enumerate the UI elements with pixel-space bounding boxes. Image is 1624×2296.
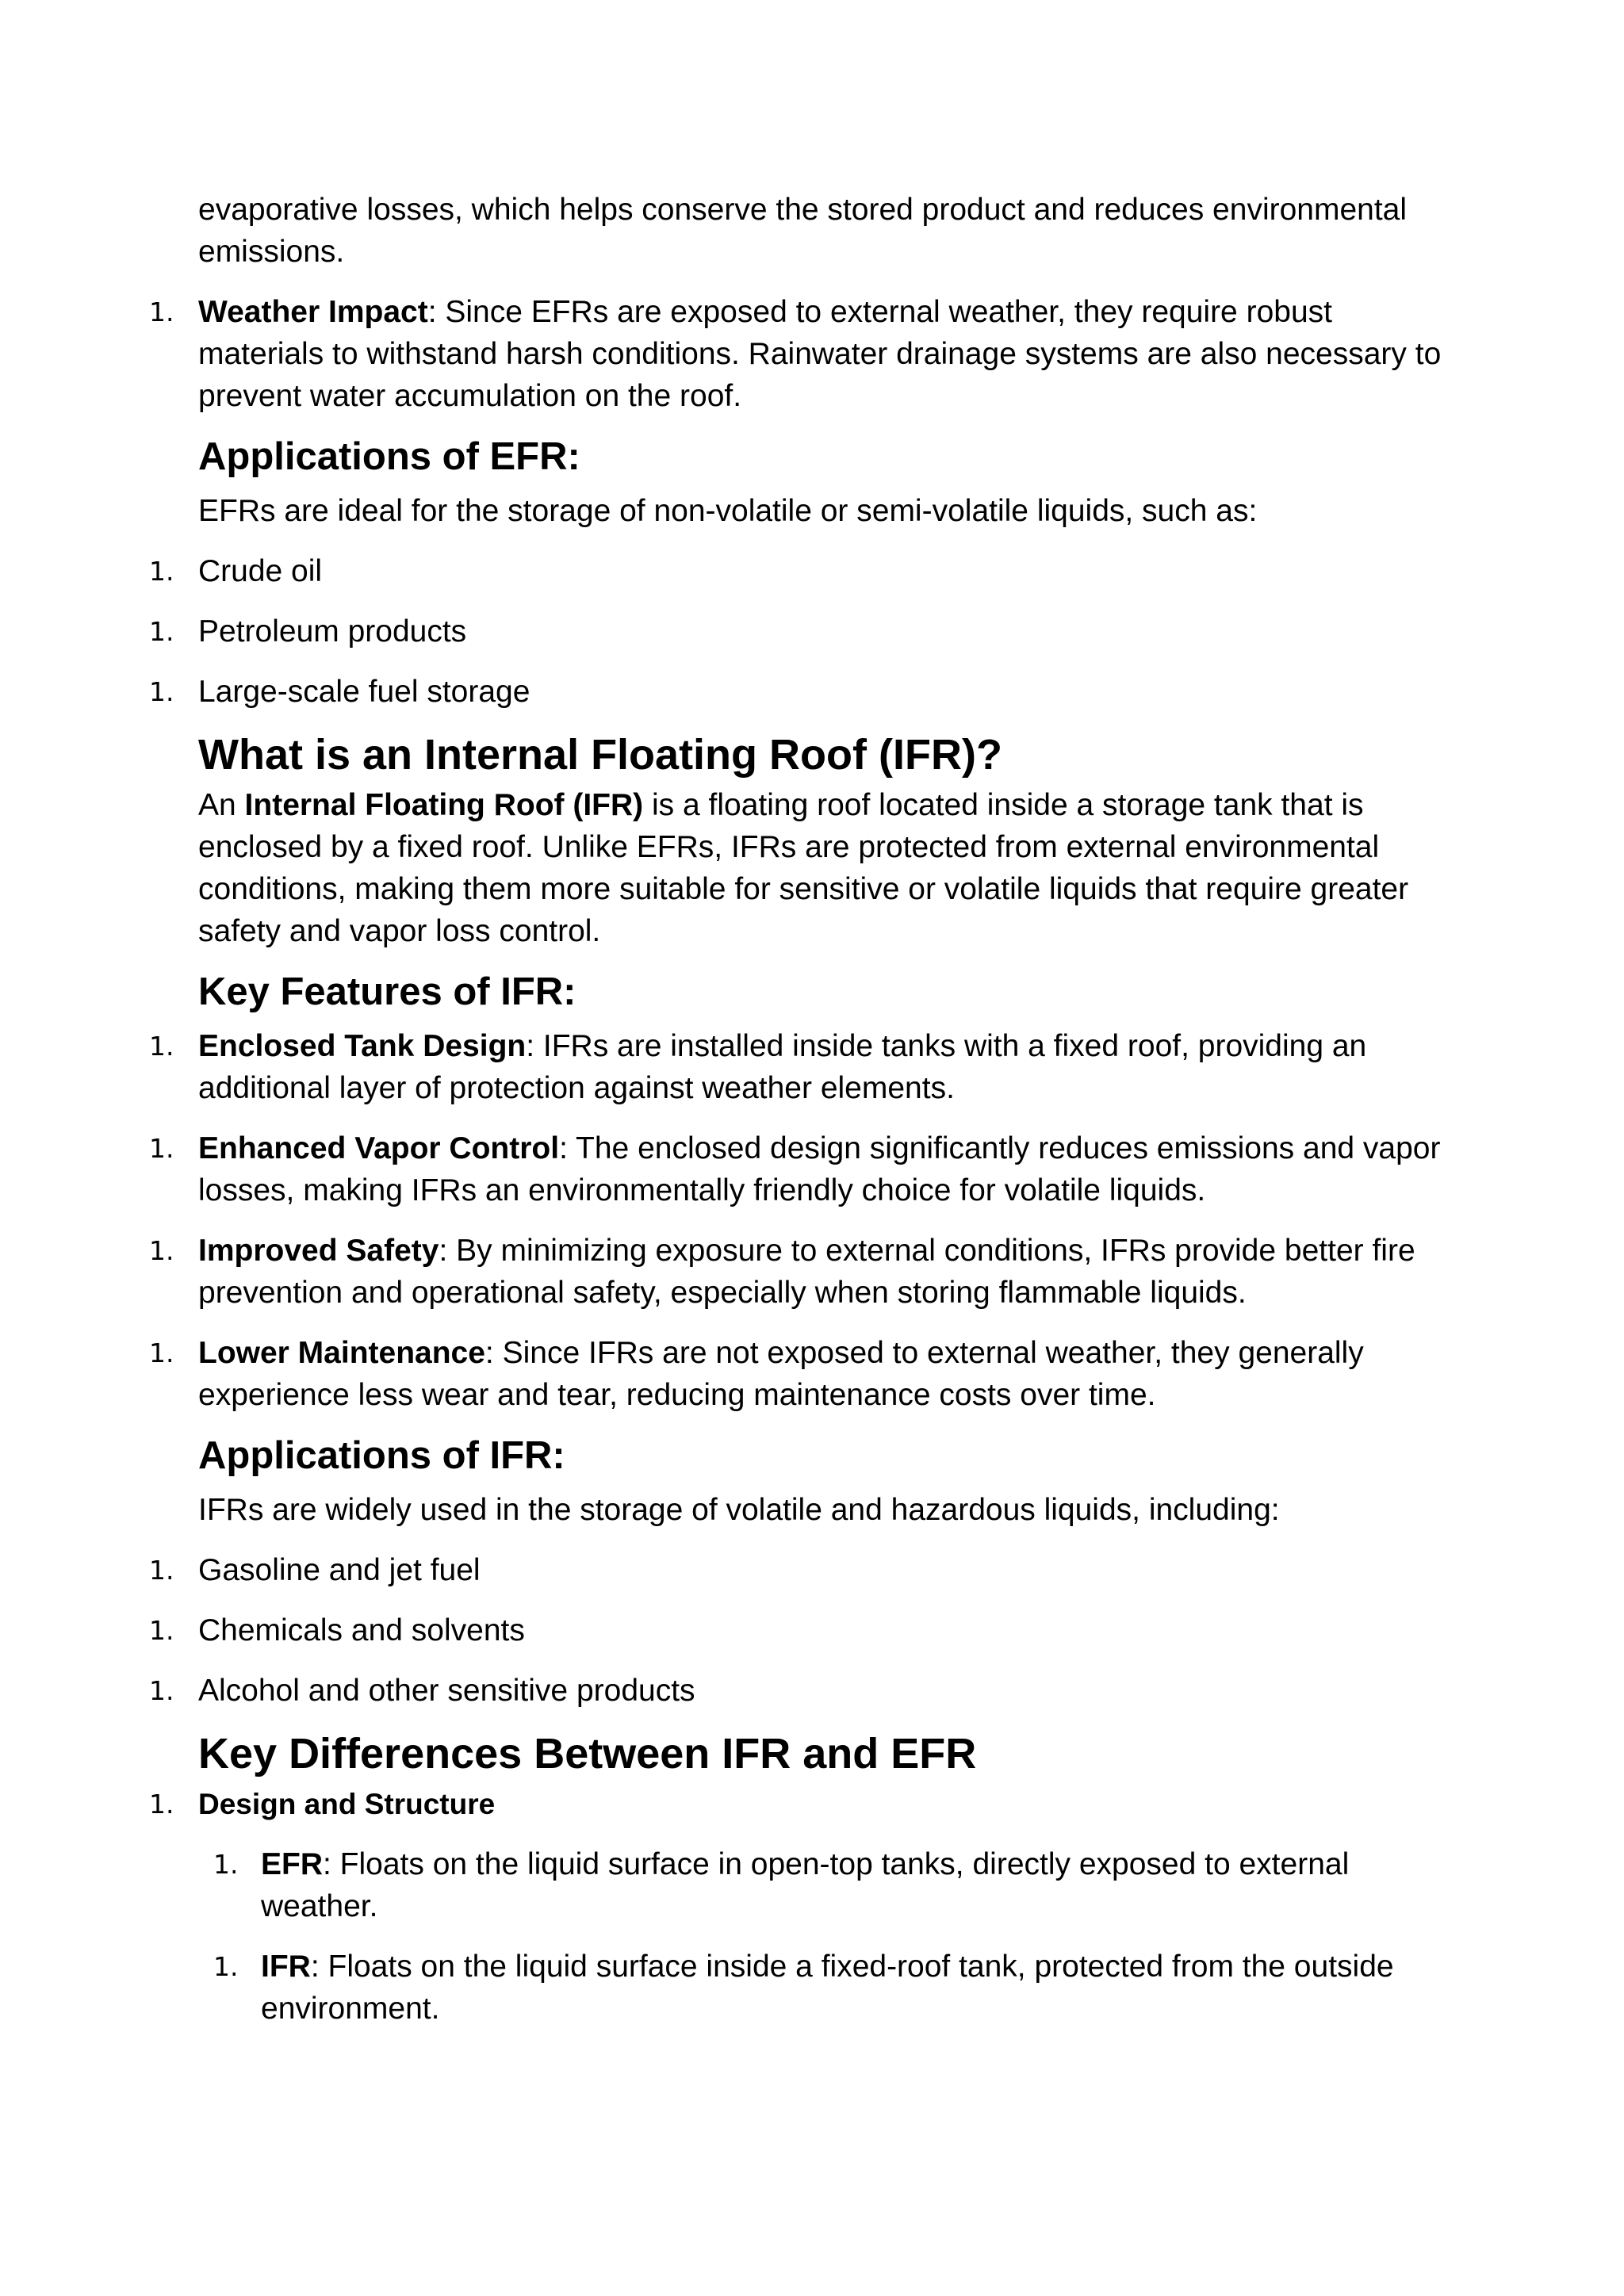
item-text: Petroleum products xyxy=(198,614,467,649)
list-item-lower-maintenance xyxy=(149,1332,1443,1416)
heading-what-is-ifr: What is an Internal Floating Roof (IFR)? xyxy=(198,731,1002,779)
list-number: 1. xyxy=(149,1615,174,1646)
item-text: Gasoline and jet fuel xyxy=(198,1553,481,1587)
list-item xyxy=(149,1609,1443,1651)
list-item xyxy=(149,671,1443,713)
item-text: Chemicals and solvents xyxy=(198,1613,525,1647)
list-number: 1. xyxy=(149,1555,174,1586)
list-number: 1. xyxy=(149,556,174,587)
sublist-item-efr xyxy=(213,1843,1443,1927)
continuation-paragraph: evaporative losses, which helps conserve the stored product and reduces environmental emissions. xyxy=(198,193,1408,269)
ifr-applications-intro: IFRs are widely used in the storage of volatile and hazardous liquids, including: xyxy=(198,1493,1280,1527)
list-number: 1. xyxy=(149,1133,174,1164)
item-text: Large-scale fuel storage xyxy=(198,675,530,709)
heading-applications-efr: Applications of EFR: xyxy=(198,435,580,478)
list-number: 1. xyxy=(149,616,174,647)
sublist-item-ifr xyxy=(213,1946,1443,2030)
item-text: : Since EFRs are exposed to external weather, they require robust materials to withstand harsh conditions. Rainwater drainage systems are also necessary to prevent water accumulation on the roof. xyxy=(198,295,1442,413)
list-item-improved-safety xyxy=(149,1230,1443,1314)
list-item xyxy=(149,550,1443,592)
heading-key-features-ifr: Key Features of IFR: xyxy=(198,970,576,1013)
list-item-weather-impact xyxy=(149,291,1443,417)
list-number: 1. xyxy=(149,1031,174,1062)
list-number: 1. xyxy=(149,297,174,327)
item-title: Enhanced Vapor Control xyxy=(198,1131,560,1165)
list-number: 1. xyxy=(149,676,174,707)
list-item-enclosed-tank-design xyxy=(149,1025,1443,1109)
item-text: : IFRs are installed inside tanks with a fixed roof, providing an additional layer of protection against weather elements. xyxy=(198,1029,1367,1105)
item-title: IFR xyxy=(261,1950,311,1984)
list-item xyxy=(149,1670,1443,1712)
heading-key-differences: Key Differences Between IFR and EFR xyxy=(198,1730,977,1777)
item-title: Weather Impact xyxy=(198,295,428,329)
item-text: : Since IFRs are not exposed to external weather, they generally experience less wear and tear, reducing maintenance costs over time. xyxy=(198,1336,1364,1412)
list-item-design-and-structure xyxy=(149,1783,1443,1825)
list-number: 1. xyxy=(149,1337,174,1368)
paragraph-text: An xyxy=(198,788,245,822)
list-number: 1. xyxy=(149,1675,174,1706)
item-title: Improved Safety xyxy=(198,1234,439,1268)
list-item-enhanced-vapor-control xyxy=(149,1127,1443,1211)
list-number: 1. xyxy=(149,1789,174,1820)
heading-applications-ifr: Applications of IFR: xyxy=(198,1434,565,1477)
item-text: : The enclosed design significantly reduces emissions and vapor losses, making IFRs an environmentally friendly choice for volatile liquids. xyxy=(198,1131,1441,1207)
paragraph-text: is a floating roof located inside a storage tank that is enclosed by a fixed roof. Unlike EFRs, IFRs are protected from external environmental conditions, making them more suitable for sensitive or volatile liquids that require greater safety and vapor loss control. xyxy=(198,788,1409,948)
document-content xyxy=(149,189,1443,2030)
list-number: 1. xyxy=(149,1235,174,1266)
efr-applications-intro: EFRs are ideal for the storage of non-volatile or semi-volatile liquids, such as: xyxy=(198,494,1258,528)
item-title: EFR xyxy=(261,1847,323,1881)
ifr-definition-paragraph xyxy=(198,784,1443,952)
item-text: : Floats on the liquid surface inside a fixed-roof tank, protected from the outside environment. xyxy=(261,1950,1394,2026)
item-text: : Floats on the liquid surface in open-top tanks, directly exposed to external weather. xyxy=(261,1847,1350,1923)
item-title: Design and Structure xyxy=(198,1788,496,1820)
item-text: Alcohol and other sensitive products xyxy=(198,1674,695,1708)
list-number: 1. xyxy=(213,1951,239,1982)
list-item xyxy=(149,1549,1443,1591)
item-text: Crude oil xyxy=(198,554,323,588)
item-text: : By minimizing exposure to external conditions, IFRs provide better fire prevention and operational safety, especially when storing flammable liquids. xyxy=(198,1234,1415,1310)
list-item xyxy=(149,610,1443,652)
item-title: Enclosed Tank Design xyxy=(198,1029,527,1063)
paragraph-bold-term: Internal Floating Roof (IFR) xyxy=(244,788,644,822)
item-title: Lower Maintenance xyxy=(198,1336,485,1370)
list-number: 1. xyxy=(213,1849,239,1880)
